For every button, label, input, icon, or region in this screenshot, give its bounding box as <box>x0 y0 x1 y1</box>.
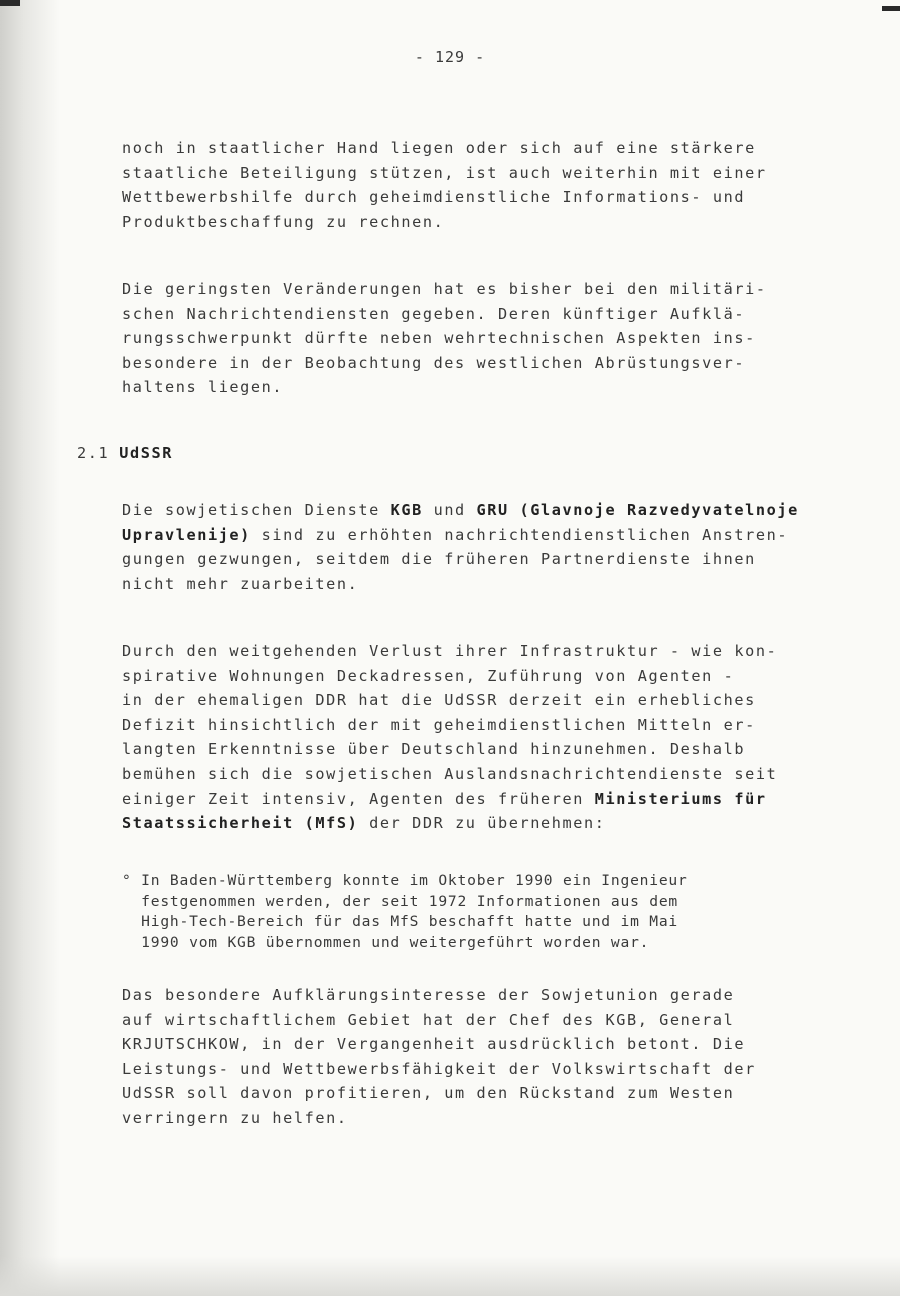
paragraph-line: verringern zu helfen. <box>122 1108 348 1127</box>
paragraph-line: nicht mehr zuarbeiten. <box>122 574 359 593</box>
paragraph-line: Leistungs- und Wettbewerbsfähigkeit der Volkswirtschaft der <box>122 1059 756 1078</box>
paragraph-line: bemühen sich die sowjetischen Auslandsnachrichtendienste seit <box>122 764 778 783</box>
bullet-line: festgenommen werden, der seit 1972 Informationen aus dem <box>122 892 678 910</box>
paragraph-4 <box>122 639 822 836</box>
scan-shadow-bottom <box>0 1256 900 1296</box>
bullet-line: High-Tech-Bereich für das MfS beschafft hatte und im Mai <box>122 913 678 930</box>
text-run: Die sowjetischen Dienste <box>122 501 391 519</box>
paragraph-line: Produktbeschaffung zu rechnen. <box>122 212 445 231</box>
bold-term-mfs: Staatssicherheit (MfS) <box>122 814 359 833</box>
section-heading <box>77 444 173 462</box>
paragraph-line: spirative Wohnungen Deckadressen, Zuführung von Agenten - <box>122 666 735 685</box>
paragraph-line: KRJUTSCHKOW, in der Vergangenheit ausdrücklich betont. Die <box>122 1035 746 1054</box>
page-number: - 129 - <box>414 48 486 66</box>
paragraph-line: schen Nachrichtendiensten gegeben. Deren künftiger Aufklä- <box>122 304 746 323</box>
paragraph-line <box>122 523 822 548</box>
scan-shadow-left <box>0 0 60 1296</box>
paragraph-line: langten Erkenntnisse über Deutschland hinzunehmen. Deshalb <box>122 740 746 759</box>
paragraph-1 <box>122 136 822 234</box>
bold-term-kgb: KGB <box>390 501 423 519</box>
paragraph-line <box>122 811 822 836</box>
bold-term-ministerium: Ministeriums für <box>594 789 767 808</box>
paragraph-line: UdSSR soll davon profitieren, um den Rückstand zum Westen <box>122 1084 735 1103</box>
paragraph-line: besondere in der Beobachtung des westlichen Abrüstungsver- <box>122 353 746 372</box>
bullet-line: ° In Baden-Württemberg konnte im Oktober 1990 ein Ingenieur <box>122 872 688 889</box>
paragraph-line: haltens liegen. <box>122 378 284 397</box>
bullet-line: 1990 vom KGB übernommen und weitergeführt worden war. <box>122 933 650 951</box>
paragraph-line: Die geringsten Veränderungen hat es bisher bei den militäri- <box>122 280 767 298</box>
bullet-item <box>122 871 802 953</box>
scan-corner-mark-right <box>882 6 900 11</box>
paragraph-line: staatliche Beteiligung stützen, ist auch weiterhin mit einer <box>122 163 767 182</box>
paragraph-line: noch in staatlicher Hand liegen oder sich auf eine stärkere <box>122 139 756 157</box>
paragraph-line: Wettbewerbshilfe durch geheimdienstliche Informations- und <box>122 188 746 207</box>
paragraph-line <box>122 498 822 523</box>
paragraph-5 <box>122 983 822 1131</box>
paragraph-line: Das besondere Aufklärungsinteresse der Sowjetunion gerade <box>122 986 735 1004</box>
paragraph-line: in der ehemaligen DDR hat die UdSSR derzeit ein erhebliches <box>122 691 756 710</box>
paragraph-2 <box>122 277 822 400</box>
section-number: 2.1 <box>77 444 110 462</box>
text-run: sind zu erhöhten nachrichtendienstlichen Anstren- <box>250 525 789 544</box>
scan-corner-mark <box>0 0 20 6</box>
bold-term-gru: GRU (Glavnoje Razvedyvatelnoje <box>476 501 799 519</box>
paragraph-line: Durch den weitgehenden Verlust ihrer Infrastruktur - wie kon- <box>122 642 778 660</box>
paragraph-line: Defizit hinsichtlich der mit geheimdienstlichen Mitteln er- <box>122 715 756 734</box>
paragraph-line: gungen gezwungen, seitdem die früheren Partnerdienste ihnen <box>122 550 756 569</box>
paragraph-line <box>122 787 822 812</box>
paragraph-line: rungsschwerpunkt dürfte neben wehrtechnischen Aspekten ins- <box>122 329 756 348</box>
bold-term-upravlenije: Upravlenije) <box>122 525 251 544</box>
text-run: der DDR zu übernehmen: <box>358 814 606 833</box>
paragraph-3 <box>122 498 822 596</box>
paragraph-line: auf wirtschaftlichem Gebiet hat der Chef des KGB, General <box>122 1010 735 1029</box>
text-run: einiger Zeit intensiv, Agenten des früheren <box>122 789 595 808</box>
text-run: und <box>422 501 477 519</box>
section-title: UdSSR <box>119 444 173 462</box>
